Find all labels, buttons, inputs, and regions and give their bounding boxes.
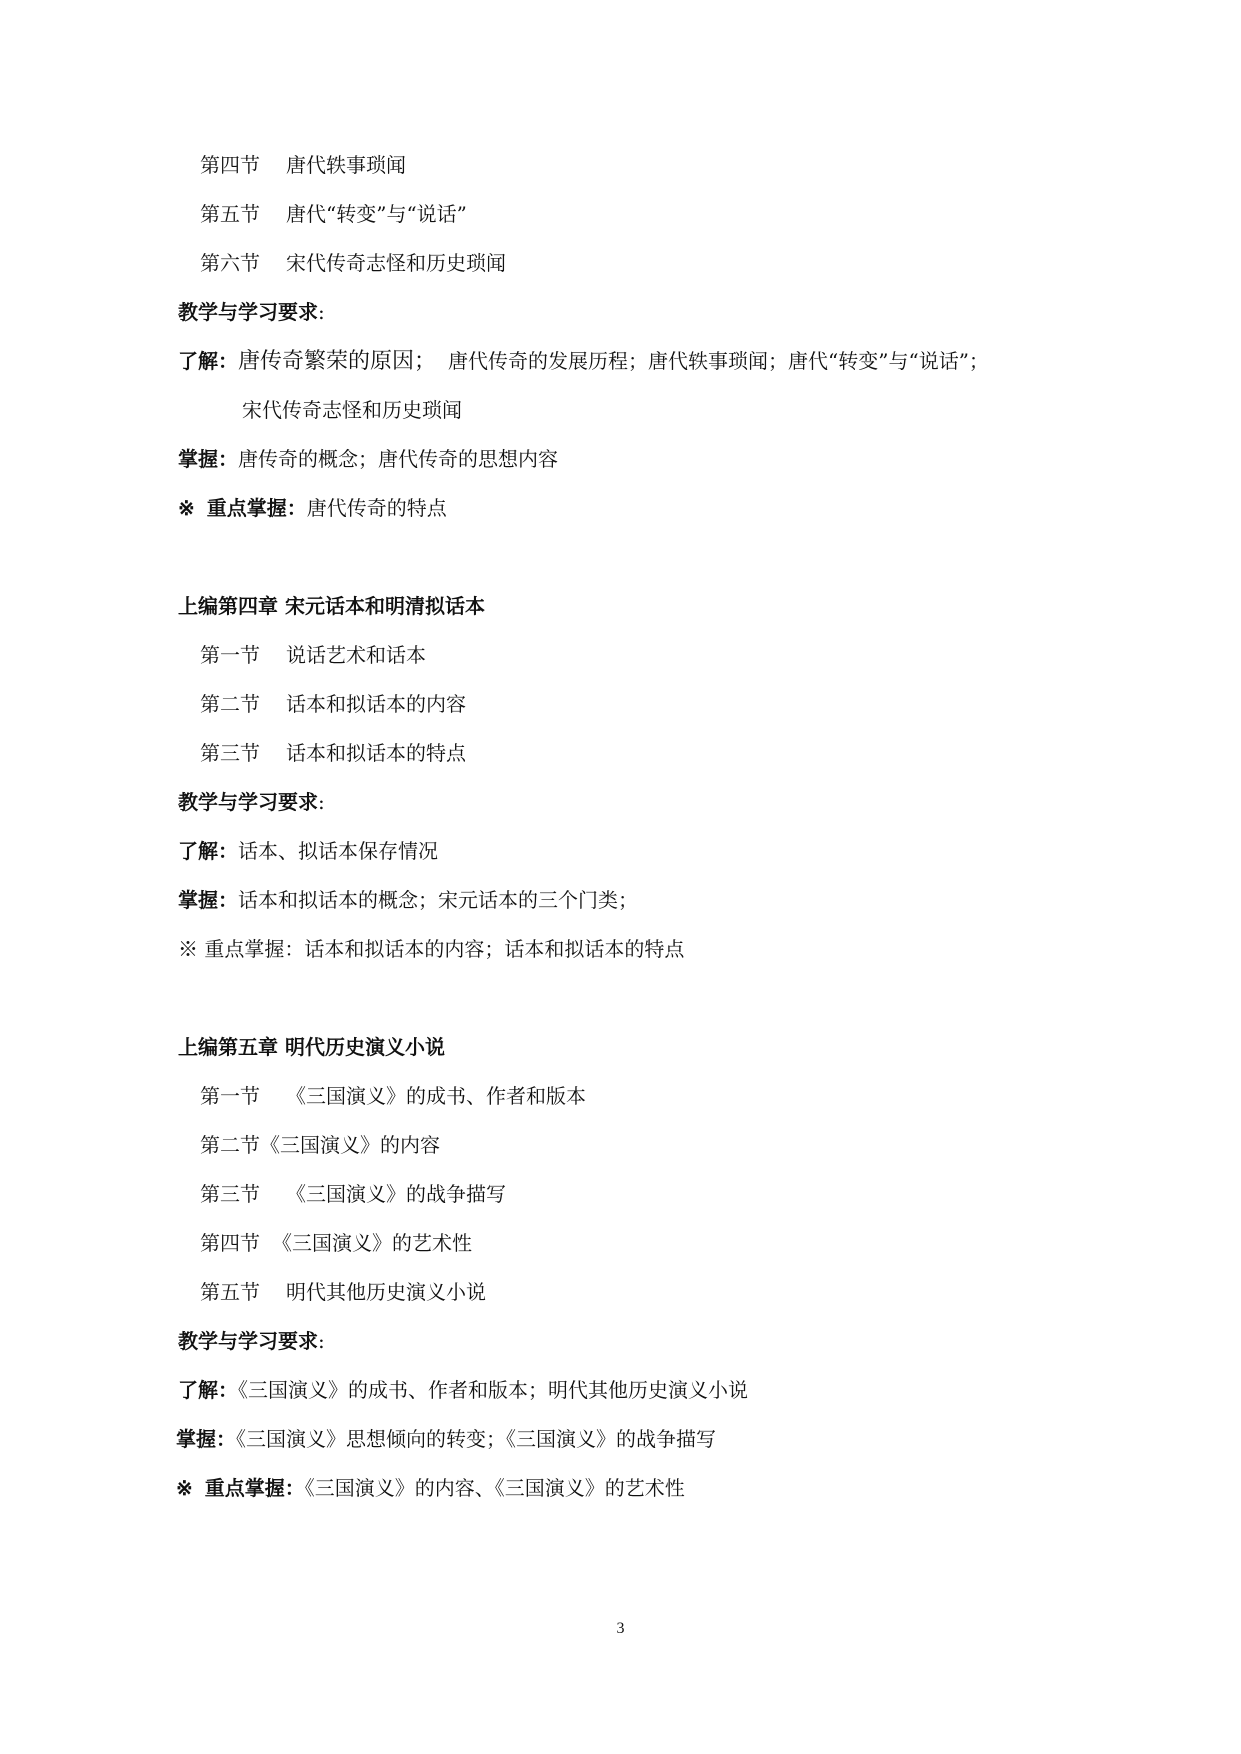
section-number: 第一节 (200, 643, 260, 667)
section-number: 第三节 (200, 741, 260, 765)
master-label: 掌握： (176, 1427, 236, 1451)
section-item (200, 151, 406, 179)
understand-line (178, 1376, 748, 1404)
section-item (200, 249, 506, 277)
chapter-title: 上编第四章 宋元话本和明清拟话本 (178, 594, 485, 618)
section-item (200, 1229, 472, 1257)
section-number: 第二节 (200, 692, 260, 716)
section-item (200, 200, 467, 228)
key-master-line (176, 1474, 685, 1502)
page-number: 3 (616, 1620, 625, 1637)
section-number: 第三节 (200, 1182, 260, 1206)
master-text: 唐传奇的概念；唐代传奇的思想内容 (238, 447, 558, 471)
reference-mark: ※ (176, 1476, 193, 1500)
key-master-label: 重点掌握： (206, 496, 307, 520)
section-title: 唐代“转变”与“说话” (286, 202, 467, 226)
section-item (200, 1082, 586, 1110)
section-title: 《三国演义》的艺术性 (272, 1231, 472, 1255)
section-title: 《三国演义》的内容 (260, 1133, 440, 1157)
master-line (178, 886, 638, 914)
understand-text: 唐代传奇的发展历程；唐代轶事琐闻；唐代“转变”与“说话”； (448, 349, 989, 373)
section-title: 话本和拟话本的特点 (286, 741, 466, 765)
section-number: 第一节 (200, 1084, 260, 1108)
key-master-line: ※ 重点掌握：话本和拟话本的内容；话本和拟话本的特点 (178, 937, 685, 961)
understand-line (178, 837, 438, 865)
section-number: 第四节 (200, 153, 260, 177)
reference-mark: ※ (178, 496, 195, 520)
section-number: 第四节 (200, 1231, 260, 1255)
section-number: 第二节 (200, 1133, 260, 1157)
master-text: 话本和拟话本的概念；宋元话本的三个门类； (238, 888, 638, 912)
understand-text: 话本、拟话本保存情况 (238, 839, 438, 863)
chapter-title: 上编第五章 明代历史演义小说 (178, 1035, 445, 1059)
key-master-line (178, 494, 447, 522)
section-item (200, 1131, 440, 1159)
section-item (200, 1278, 486, 1306)
section-title: 宋代传奇志怪和历史琐闻 (286, 251, 506, 275)
understand-text-lead: 唐传奇繁荣的原因； (238, 349, 437, 374)
section-item (200, 1180, 506, 1208)
section-title: 话本和拟话本的内容 (286, 692, 466, 716)
understand-label: 了解： (178, 349, 238, 373)
requirements-heading: 教学与学习要求: (178, 1329, 325, 1353)
master-label: 掌握： (178, 447, 238, 471)
understand-label: 了解： (178, 1378, 238, 1402)
section-title: 唐代轶事琐闻 (286, 153, 406, 177)
requirements-heading: 教学与学习要求: (178, 790, 325, 814)
understand-label: 了解： (178, 839, 238, 863)
section-title: 《三国演义》的战争描写 (286, 1182, 506, 1206)
understand-line-continued: 宋代传奇志怪和历史琐闻 (242, 398, 462, 422)
key-master-text: 唐代传奇的特点 (306, 496, 447, 520)
section-item (200, 690, 466, 718)
key-master-text: 《三国演义》的内容、《三国演义》的艺术性 (304, 1476, 685, 1500)
understand-line (178, 347, 989, 376)
section-number: 第五节 (200, 1280, 260, 1304)
section-title: 《三国演义》的成书、作者和版本 (286, 1084, 586, 1108)
master-label: 掌握： (178, 888, 238, 912)
section-item (200, 641, 426, 669)
key-master-label: 重点掌握： (204, 1476, 305, 1500)
section-number: 第六节 (200, 251, 260, 275)
section-title: 说话艺术和话本 (286, 643, 426, 667)
section-number: 第五节 (200, 202, 260, 226)
section-item (200, 739, 466, 767)
requirements-heading: 教学与学习要求: (178, 300, 325, 324)
understand-text: 《三国演义》的成书、作者和版本；明代其他历史演义小说 (238, 1378, 748, 1402)
master-line (178, 445, 558, 473)
master-line (176, 1425, 716, 1453)
master-text: 《三国演义》思想倾向的转变；《三国演义》的战争描写 (236, 1427, 716, 1451)
section-title: 明代其他历史演义小说 (286, 1280, 486, 1304)
